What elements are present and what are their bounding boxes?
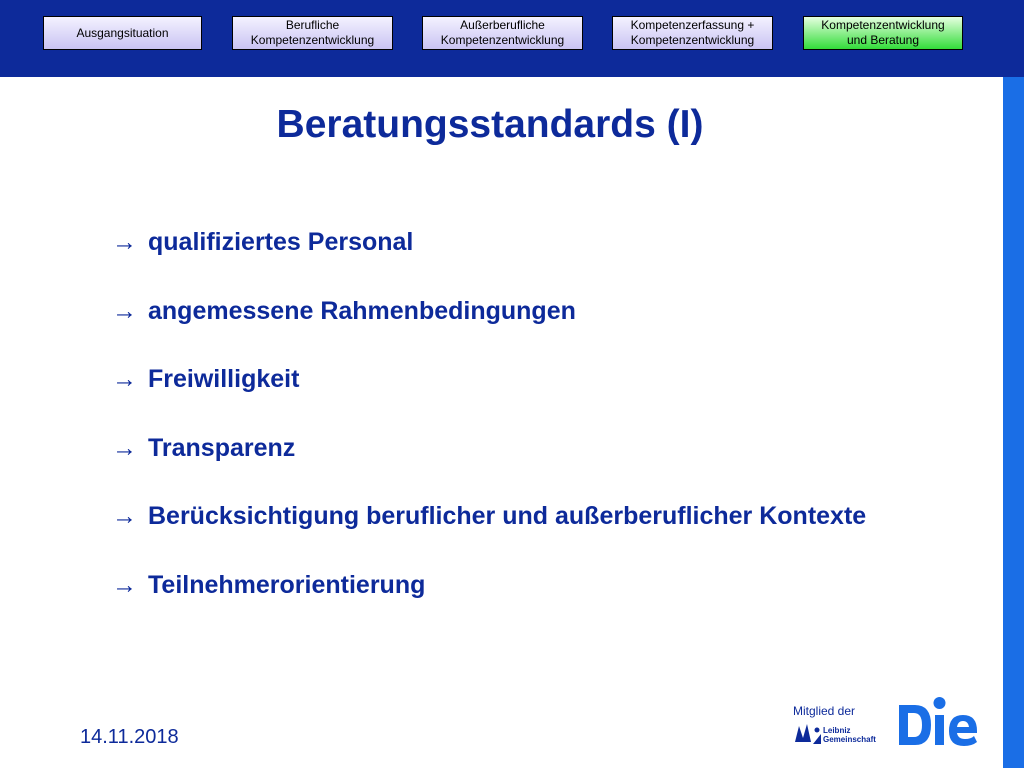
list-item	[112, 434, 866, 503]
bullet-text: Transparenz	[148, 433, 296, 462]
right-bar-top	[1003, 0, 1024, 77]
bullet-text: Freiwilligkeit	[148, 365, 300, 393]
nav-tab-berufliche-kompetenzentwicklung[interactable]: Berufliche Kompetenzentwicklung	[232, 16, 393, 50]
right-accent-bar	[1003, 0, 1024, 768]
page-title: Beratungsstandards (I)	[276, 103, 704, 146]
list-item	[112, 297, 866, 366]
bullet-text: Berücksichtigung beruflicher und außerberuflicher Kontexte	[148, 502, 867, 530]
list-item	[112, 502, 866, 571]
leibniz-wordmark	[823, 726, 876, 744]
nav-tab-kompetenzentwicklung-beratung[interactable]: Kompetenzentwicklung und Beratung	[803, 16, 963, 50]
leibniz-line-2: Gemeinschaft	[823, 735, 876, 744]
list-item	[112, 228, 866, 297]
arrow-right-icon: →	[112, 365, 137, 393]
arrow-right-icon: →	[112, 296, 137, 325]
footer-date: 14.11.2018	[80, 726, 179, 748]
die-logo	[897, 693, 982, 748]
member-label: Mitglied der	[793, 704, 856, 718]
list-item	[112, 571, 866, 640]
arrow-right-icon: →	[112, 228, 137, 256]
arrow-right-icon: →	[112, 433, 137, 462]
bullet-list	[112, 228, 866, 639]
nav-tab-ausserberufliche-kompetenzentwicklung[interactable]: Außerberufliche Kompetenzentwicklung	[422, 16, 583, 50]
bullet-text: qualifiziertes Personal	[148, 228, 414, 256]
nav-tab-kompetenzerfassung[interactable]: Kompetenzerfassung + Kompetenzentwicklung	[612, 16, 773, 50]
bullet-text: angemessene Rahmenbedingungen	[148, 296, 576, 325]
nav-tab-ausgangsituation[interactable]: Ausgangsituation	[43, 16, 202, 50]
list-item	[112, 365, 866, 434]
right-bar-stripe	[1003, 77, 1024, 768]
arrow-right-icon: →	[112, 570, 137, 599]
bullet-text: Teilnehmerorientierung	[148, 570, 426, 599]
leibniz-line-1: Leibniz	[823, 726, 851, 735]
arrow-right-icon: →	[112, 502, 137, 530]
